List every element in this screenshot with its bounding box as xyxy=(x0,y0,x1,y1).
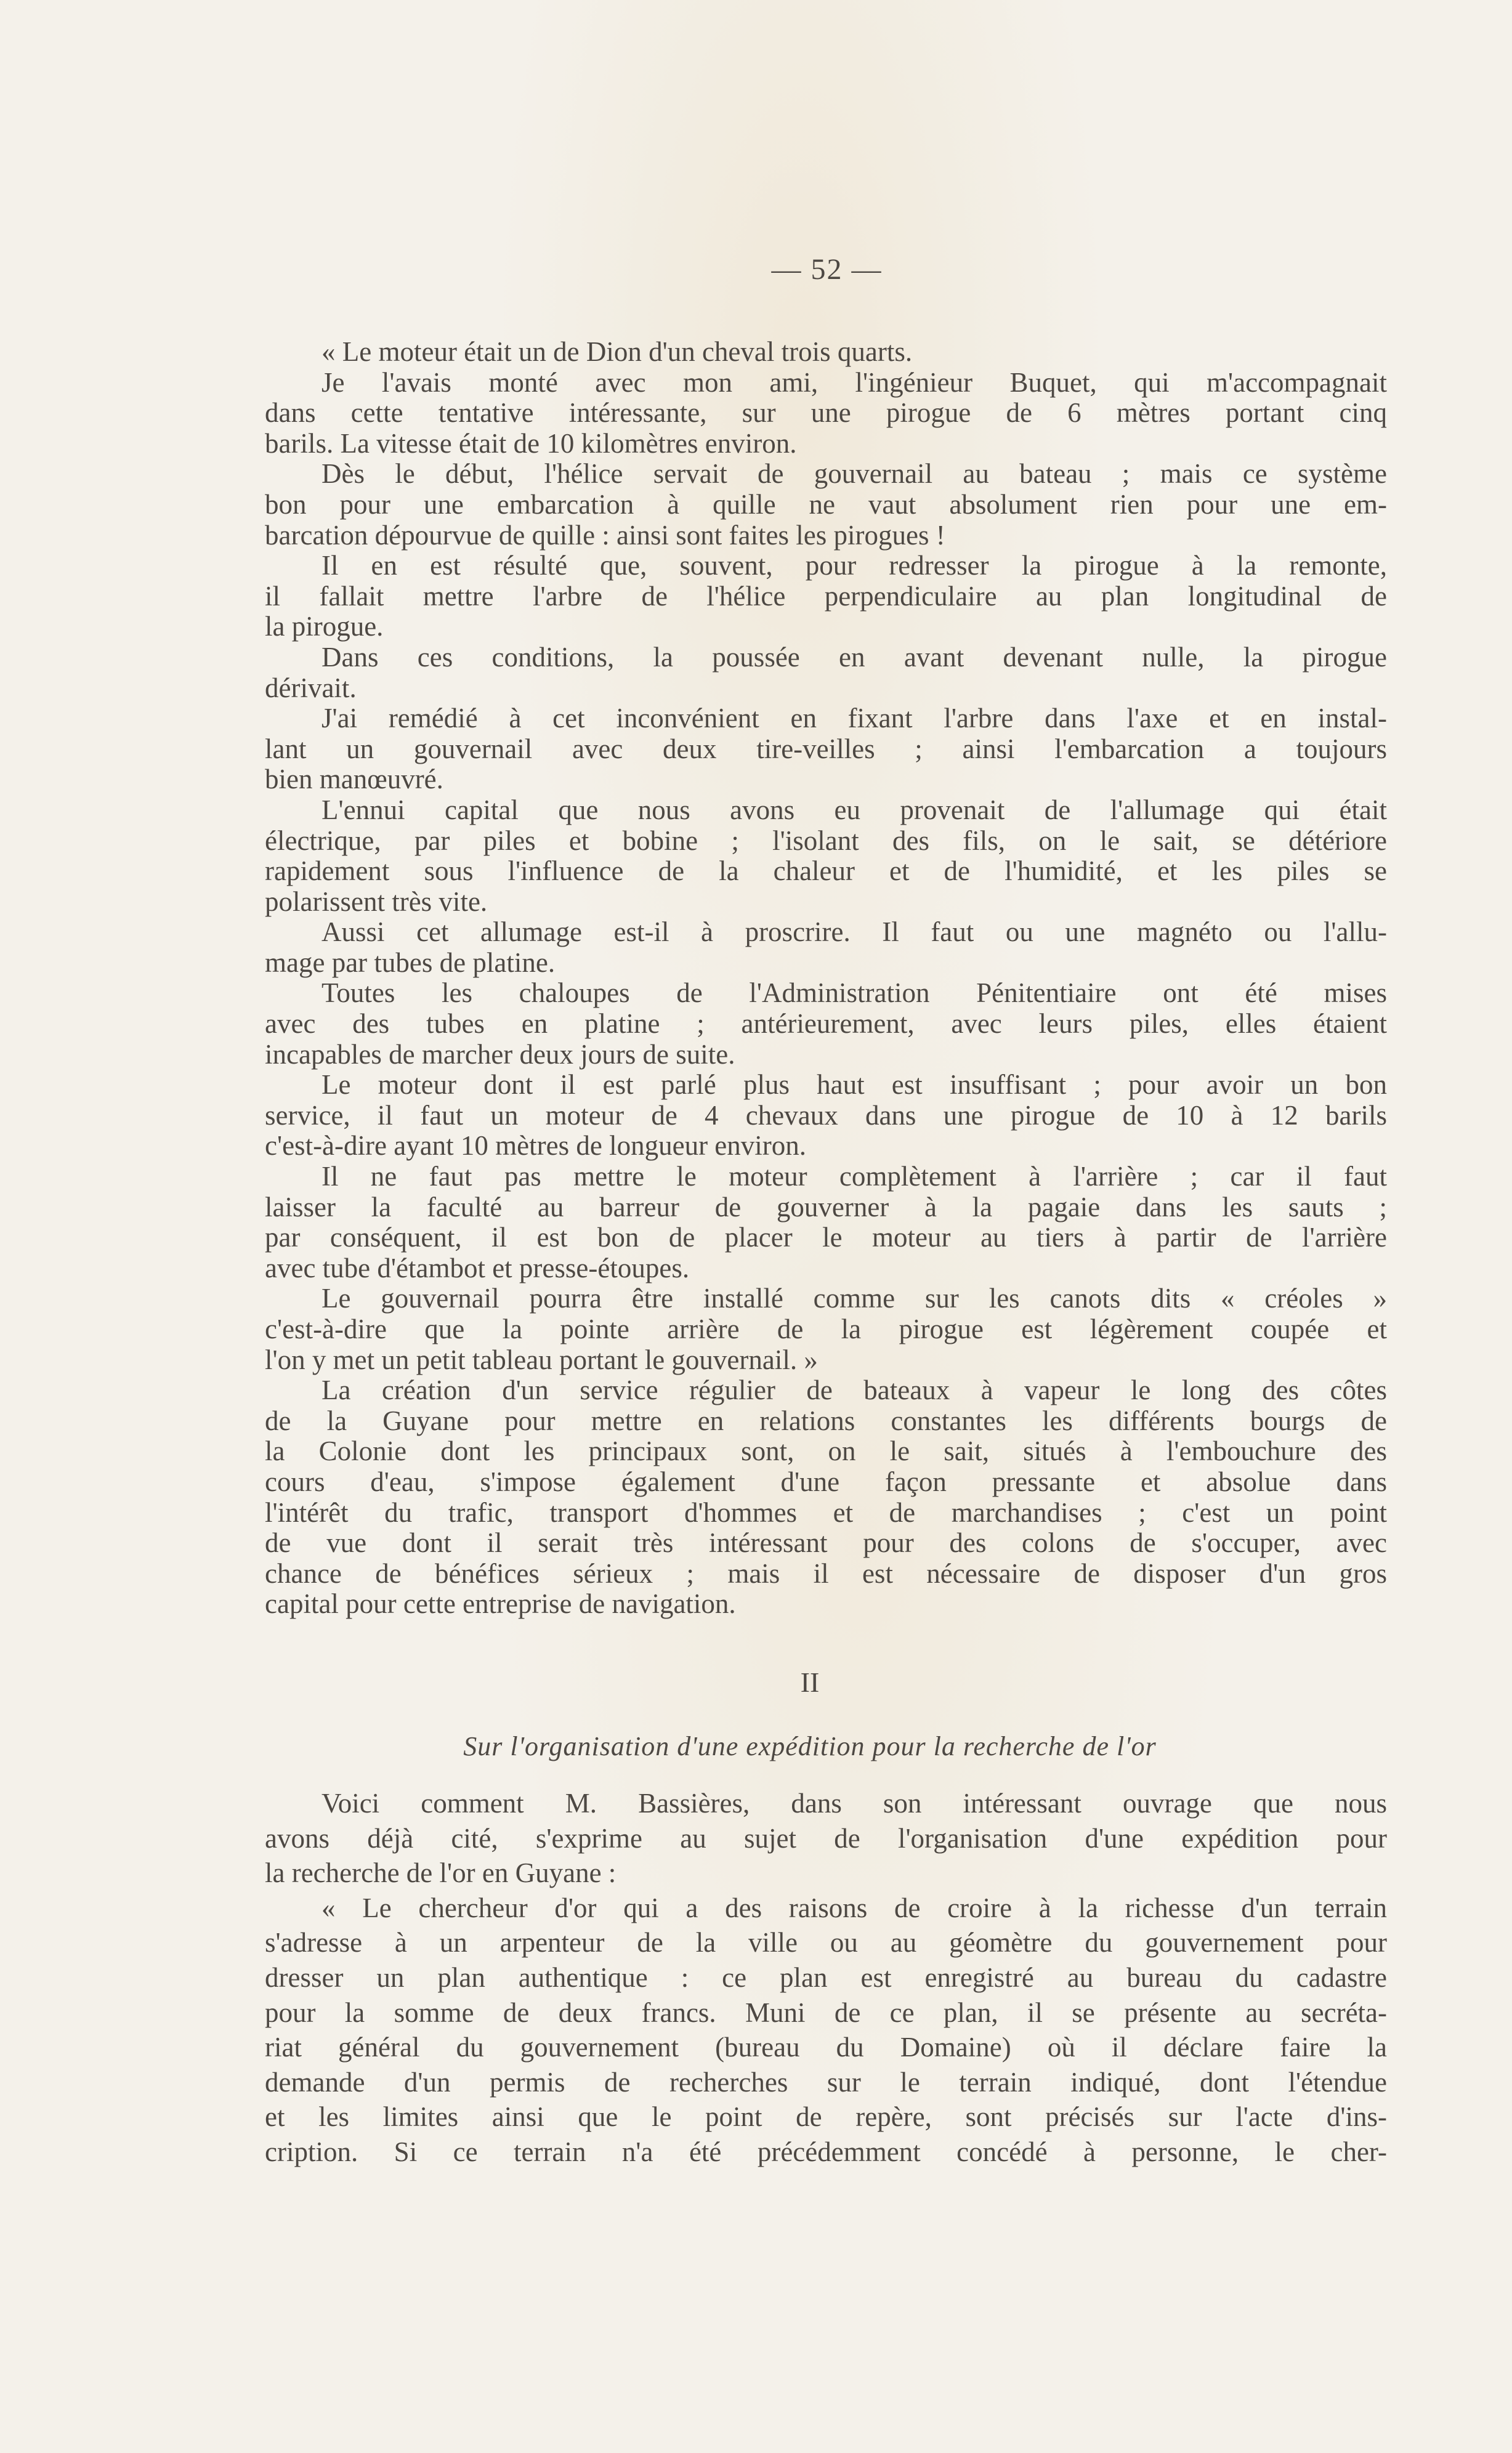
text-line: barcation dépourvue de quille : ainsi sont faites les pirogues ! xyxy=(265,519,945,551)
text-line: « Le moteur était un de Dion d'un cheval trois quarts. xyxy=(321,336,913,367)
text-line: pour la somme de deux francs. Muni de ce plan, il se présente au secréta- xyxy=(265,1997,1387,2028)
text-line: J'ai remédié à cet inconvénient en fixant l'arbre dans l'axe et en instal- xyxy=(321,703,1387,734)
text-line: Voici comment M. Bassières, dans son intéressant ouvrage que nous xyxy=(321,1788,1387,1819)
text-line: L'ennui capital que nous avons eu provenait de l'allumage qui était xyxy=(321,794,1387,825)
text-line: Le gouvernail pourra être installé comme sur les canots dits « créoles » xyxy=(321,1283,1387,1314)
text-line: riat général du gouvernement (bureau du Domaine) où il déclare faire la xyxy=(265,2032,1387,2063)
text-line: s'adresse à un arpenteur de la ville ou au géomètre du gouvernement pour xyxy=(265,1927,1387,1958)
text-line: lant un gouvernail avec deux tire-veilles ; ainsi l'embarcation a toujours xyxy=(265,733,1387,764)
text-line: cription. Si ce terrain n'a été précédemment concédé à personne, le cher- xyxy=(265,2136,1387,2167)
text-line: la Colonie dont les principaux sont, on le sait, situés à l'embouchure des xyxy=(265,1436,1387,1467)
text-line: Toutes les chaloupes de l'Administration Pénitentiaire ont été mises xyxy=(321,977,1387,1009)
text-line: c'est-à-dire ayant 10 mètres de longueur environ. xyxy=(265,1130,807,1162)
text-line: bien manœuvré. xyxy=(265,764,443,795)
body-text-section-1 xyxy=(265,337,1387,1620)
text-line: Aussi cet allumage est-il à proscrire. Il faut ou une magnéto ou l'allu- xyxy=(321,916,1387,948)
text-line: électrique, par piles et bobine ; l'isolant des fils, on le sait, se détériore xyxy=(265,825,1387,856)
text-line: Il ne faut pas mettre le moteur complètement à l'arrière ; car il faut xyxy=(321,1161,1387,1192)
text-line: dans cette tentative intéressante, sur une pirogue de 6 mètres portant cinq xyxy=(265,397,1387,429)
text-line: Dès le début, l'hélice servait de gouvernail au bateau ; mais ce système xyxy=(321,458,1387,490)
text-line: de vue dont il serait très intéressant pour des colons de s'occuper, avec xyxy=(265,1527,1387,1559)
text-line: chance de bénéfices sérieux ; mais il est nécessaire de disposer d'un gros xyxy=(265,1558,1387,1589)
text-line: service, il faut un moteur de 4 chevaux dans une pirogue de 10 à 12 barils xyxy=(265,1099,1387,1131)
text-line: Il en est résulté que, souvent, pour redresser la pirogue à la remonte, xyxy=(321,550,1387,581)
text-line: dérivait. xyxy=(265,672,357,703)
text-line: laisser la faculté au barreur de gouverner à la pagaie dans les sauts ; xyxy=(265,1191,1387,1222)
text-line: Je l'avais monté avec mon ami, l'ingénieur Buquet, qui m'accompagnait xyxy=(321,366,1387,398)
text-line: avec tube d'étambot et presse-étoupes. xyxy=(265,1252,690,1283)
text-line: « Le chercheur d'or qui a des raisons de croire à la richesse d'un terrain xyxy=(321,1892,1387,1923)
text-line: l'intérêt du trafic, transport d'hommes et de marchandises ; c'est un point xyxy=(265,1497,1387,1528)
text-line: dresser un plan authentique : ce plan est enregistré au bureau du cadastre xyxy=(265,1962,1387,1993)
text-line: il fallait mettre l'arbre de l'hélice perpendiculaire au plan longitudinal de xyxy=(265,580,1387,612)
page-number: — 52 — xyxy=(771,253,883,286)
text-line: la recherche de l'or en Guyane : xyxy=(265,1857,617,1889)
text-line: incapables de marcher deux jours de suite. xyxy=(265,1038,735,1070)
text-line: bon pour une embarcation à quille ne vaut absolument rien pour une em- xyxy=(265,488,1387,520)
text-line: Dans ces conditions, la poussée en avant devenant nulle, la pirogue xyxy=(321,641,1387,673)
text-line: La création d'un service régulier de bateaux à vapeur le long des côtes xyxy=(321,1375,1387,1406)
section-number: II xyxy=(800,1667,820,1698)
text-line: par conséquent, il est bon de placer le moteur au tiers à partir de l'arrière xyxy=(265,1222,1387,1253)
text-line: c'est-à-dire que la pointe arrière de la pirogue est légèrement coupée et xyxy=(265,1314,1387,1344)
text-line: avons déjà cité, s'exprime au sujet de l'organisation d'une expédition pour xyxy=(265,1822,1387,1854)
text-line: l'on y met un petit tableau portant le gouvernail. » xyxy=(265,1344,818,1375)
text-line: Le moteur dont il est parlé plus haut est insuffisant ; pour avoir un bon xyxy=(321,1069,1387,1101)
text-line: demande d'un permis de recherches sur le terrain indiqué, dont l'étendue xyxy=(265,2066,1387,2098)
section-title: Sur l'organisation d'une expédition pour la recherche de l'or xyxy=(463,1731,1157,1761)
text-line: de la Guyane pour mettre en relations constantes les différents bourgs de xyxy=(265,1405,1387,1436)
text-line: mage par tubes de platine. xyxy=(265,947,556,978)
body-text-section-2 xyxy=(265,1786,1387,2170)
text-line: capital pour cette entreprise de navigation. xyxy=(265,1588,736,1620)
text-line: polarissent très vite. xyxy=(265,886,488,917)
text-line: la pirogue. xyxy=(265,611,384,642)
text-line: et les limites ainsi que le point de repère, sont précisés sur l'acte d'ins- xyxy=(265,2101,1387,2133)
text-line: avec des tubes en platine ; antérieurement, avec leurs piles, elles étaient xyxy=(265,1008,1387,1040)
text-line: cours d'eau, s'impose également d'une façon pressante et absolue dans xyxy=(265,1466,1387,1497)
text-line: barils. La vitesse était de 10 kilomètres environ. xyxy=(265,427,797,459)
text-line: rapidement sous l'influence de la chaleur et de l'humidité, et les piles se xyxy=(265,855,1387,887)
